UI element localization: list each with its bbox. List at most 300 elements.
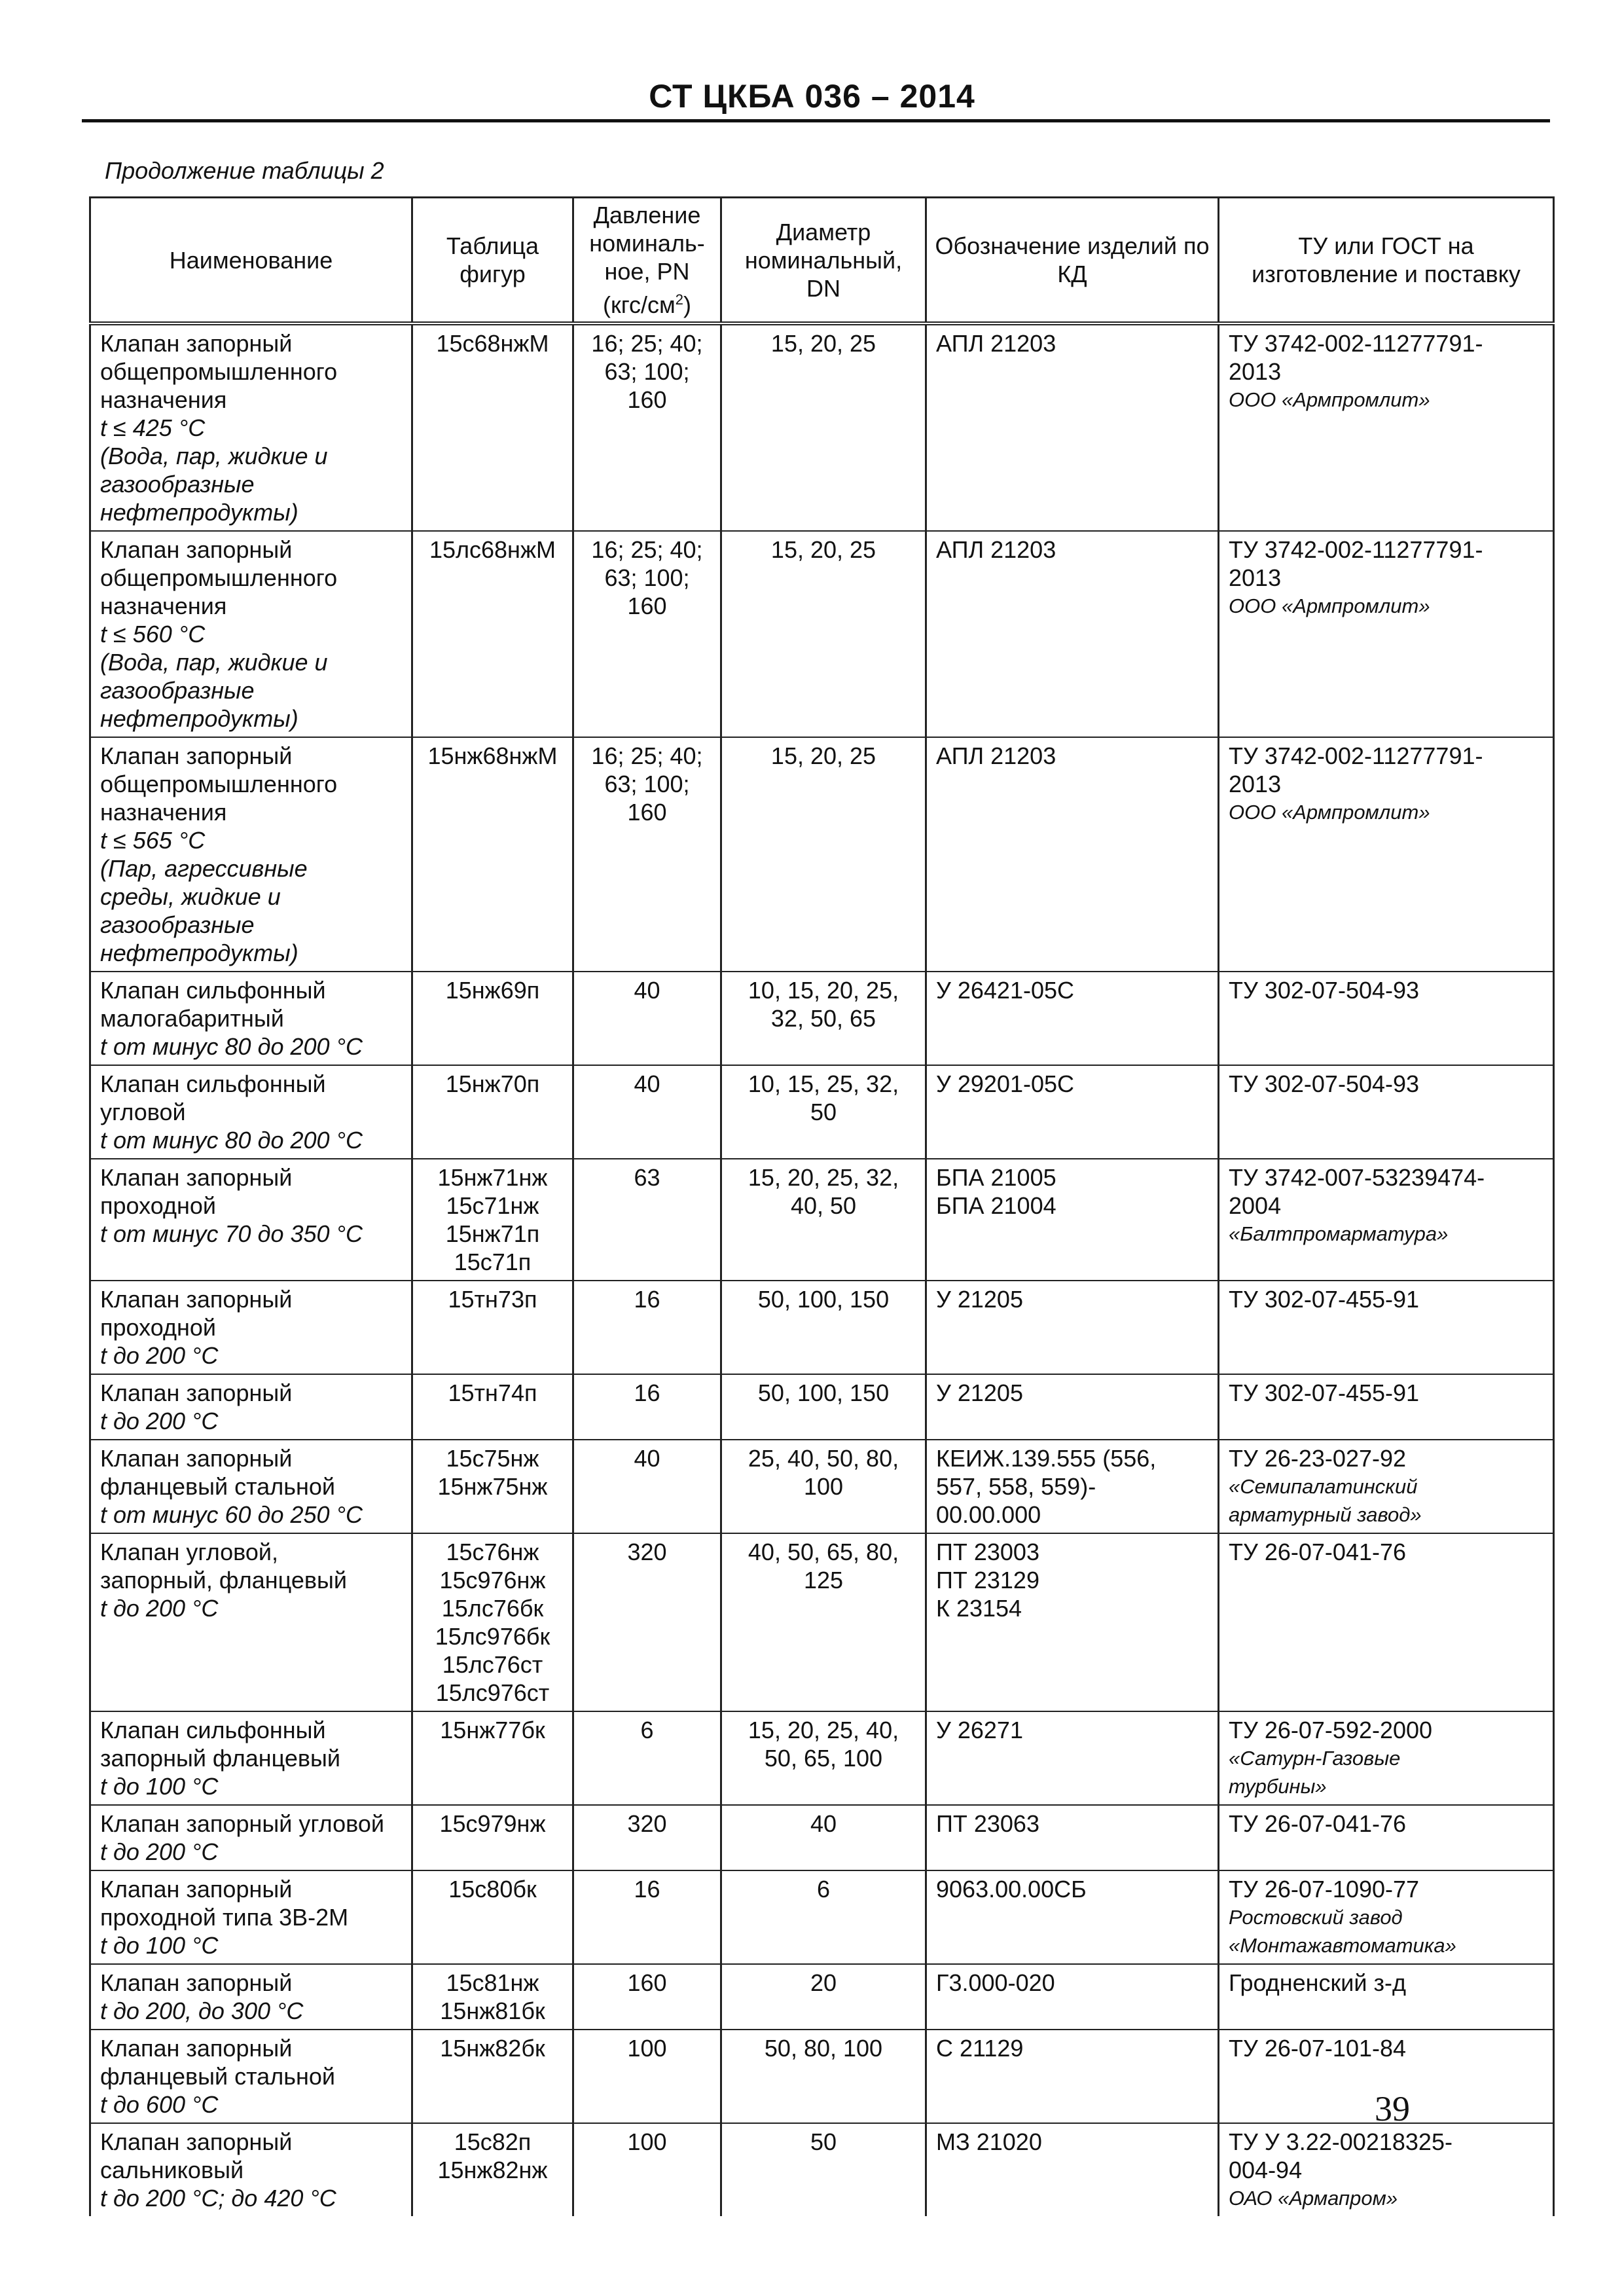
- manufacturer-name: ООО «Армпромлит»: [1229, 388, 1430, 411]
- dn-value: 125: [803, 1567, 844, 1594]
- dn-value: 15, 20, 25: [770, 330, 876, 357]
- table-row: [90, 737, 1554, 972]
- document-code-title: СТ ЦКБА 036 – 2014: [649, 78, 975, 115]
- cell-kd: [926, 1964, 1219, 2030]
- cell-dn: [721, 1374, 926, 1440]
- kd-designation: У 26271: [936, 1717, 1023, 1743]
- table-row: [90, 2123, 1554, 2216]
- tu-standard: ТУ 302-07-504-93: [1229, 1070, 1420, 1097]
- table-row: [90, 1440, 1554, 1533]
- valve-name-line: назначения: [100, 386, 227, 413]
- figure-code: 15с979нж: [439, 1810, 546, 1837]
- cell-dn: [721, 1281, 926, 1374]
- cell-figure: [412, 1805, 573, 1870]
- cell-pn: [573, 2123, 721, 2216]
- kd-designation: АПЛ 21203: [936, 536, 1056, 563]
- kd-designation: МЗ 21020: [936, 2128, 1042, 2155]
- valve-condition-line: газообразные: [100, 471, 255, 498]
- column-header-name: Наименование: [90, 198, 412, 324]
- cell-name: [90, 1711, 412, 1805]
- cell-kd: [926, 1440, 1219, 1533]
- kd-designation: БПА 21005: [936, 1164, 1056, 1191]
- figure-code: 15с80бк: [448, 1876, 537, 1903]
- table-row: [90, 1711, 1554, 1805]
- pn-value: 40: [634, 977, 660, 1004]
- cell-tu: [1219, 531, 1554, 737]
- kd-designation: Г3.000-020: [936, 1969, 1055, 1996]
- kd-designation: ПТ 23003: [936, 1539, 1039, 1565]
- valve-name-line: фланцевый стальной: [100, 2063, 335, 2090]
- tu-standard: ТУ 26-07-041-76: [1229, 1539, 1407, 1565]
- cell-tu: [1219, 1281, 1554, 1374]
- column-header-pn-line: Давление: [593, 202, 701, 228]
- cell-kd: [926, 1870, 1219, 1964]
- valve-name-line: общепромышленного: [100, 771, 338, 797]
- table-row: [90, 531, 1554, 737]
- cell-figure: [412, 1870, 573, 1964]
- cell-name: [90, 1440, 412, 1533]
- figure-code: 15нж82нж: [437, 2157, 548, 2183]
- cell-dn: [721, 972, 926, 1065]
- manufacturer-name: турбины»: [1229, 1775, 1327, 1798]
- dn-value: 40: [810, 1810, 837, 1837]
- dn-value: 15, 20, 25: [770, 536, 876, 563]
- figure-code: 15нж81бк: [440, 1997, 545, 2024]
- figure-code: 15с976нж: [439, 1567, 546, 1594]
- dn-value: 50, 65, 100: [764, 1745, 883, 1772]
- tu-standard: ТУ 302-07-504-93: [1229, 977, 1420, 1004]
- cell-kd: [926, 1281, 1219, 1374]
- cell-figure: [412, 1533, 573, 1711]
- tu-standard: ТУ 302-07-455-91: [1229, 1379, 1420, 1406]
- tu-standard: Гродненский з-д: [1229, 1969, 1406, 1996]
- cell-figure: [412, 323, 573, 531]
- dn-value: 15, 20, 25, 32,: [748, 1164, 899, 1191]
- valve-condition-line: t ≤ 560 °C: [100, 621, 206, 647]
- manufacturer-name: арматурный завод»: [1229, 1503, 1422, 1526]
- table-row: [90, 1281, 1554, 1374]
- dn-value: 50, 80, 100: [764, 2035, 883, 2062]
- dn-value: 50: [810, 1099, 837, 1125]
- page-number: 39: [1375, 2089, 1410, 2128]
- cell-pn: [573, 1964, 721, 2030]
- cell-name: [90, 1964, 412, 2030]
- cell-pn: [573, 737, 721, 972]
- valves-table: [89, 196, 1555, 2216]
- tu-standard: ТУ 26-07-101-84: [1229, 2035, 1407, 2062]
- cell-name: [90, 1281, 412, 1374]
- tu-standard: ТУ У 3.22-00218325-: [1229, 2128, 1453, 2155]
- kd-designation: КЕИЖ.139.555 (556,: [936, 1445, 1157, 1472]
- tu-standard: 2013: [1229, 771, 1282, 797]
- column-header-pn-unit-close: ): [683, 291, 692, 318]
- dn-value: 15, 20, 25: [770, 742, 876, 769]
- cell-tu: [1219, 1805, 1554, 1870]
- valve-name-line: запорный фланцевый: [100, 1745, 341, 1772]
- pn-value: 16; 25; 40;: [591, 742, 703, 769]
- pn-value: 100: [627, 2128, 667, 2155]
- cell-pn: [573, 1159, 721, 1281]
- valve-name-line: Клапан запорный: [100, 536, 293, 563]
- valve-name-line: Клапан запорный: [100, 1379, 293, 1406]
- valve-name-line: Клапан запорный: [100, 330, 293, 357]
- tu-standard: ТУ 3742-007-53239474-: [1229, 1164, 1485, 1191]
- figure-code: 15лс76бк: [441, 1595, 544, 1622]
- figure-code: 15с71нж: [446, 1192, 539, 1219]
- column-header-pn: [573, 198, 721, 324]
- valve-name-line: Клапан сильфонный: [100, 977, 326, 1004]
- cell-kd: [926, 972, 1219, 1065]
- pn-value: 6: [640, 1717, 654, 1743]
- cell-name: [90, 972, 412, 1065]
- valve-condition-line: t от минус 80 до 200 °C: [100, 1033, 363, 1060]
- valve-condition-line: нефтепродукты): [100, 499, 298, 526]
- cell-figure: [412, 2123, 573, 2216]
- kd-designation: У 26421-05С: [936, 977, 1075, 1004]
- kd-designation: У 21205: [936, 1379, 1023, 1406]
- cell-name: [90, 1159, 412, 1281]
- dn-value: 25, 40, 50, 80,: [748, 1445, 899, 1472]
- cell-name: [90, 1065, 412, 1159]
- valve-name-line: малогабаритный: [100, 1005, 284, 1032]
- cell-pn: [573, 1065, 721, 1159]
- kd-designation: 00.00.000: [936, 1501, 1041, 1528]
- valve-condition-line: t до 200 °C; до 420 °C: [100, 2185, 336, 2212]
- kd-designation: АПЛ 21203: [936, 330, 1056, 357]
- dn-value: 20: [810, 1969, 837, 1996]
- table-row: [90, 1964, 1554, 2030]
- cell-kd: [926, 2123, 1219, 2216]
- valve-name-line: сальниковый: [100, 2157, 244, 2183]
- tu-standard: ТУ 26-07-041-76: [1229, 1810, 1407, 1837]
- valve-name-line: проходной типа 3В-2М: [100, 1904, 349, 1931]
- kd-designation: У 29201-05С: [936, 1070, 1075, 1097]
- cell-kd: [926, 1533, 1219, 1711]
- cell-pn: [573, 1281, 721, 1374]
- cell-pn: [573, 323, 721, 531]
- cell-pn: [573, 972, 721, 1065]
- valve-name-line: Клапан запорный: [100, 1445, 293, 1472]
- cell-figure: [412, 737, 573, 972]
- cell-tu: [1219, 1964, 1554, 2030]
- cell-pn: [573, 1374, 721, 1440]
- cell-kd: [926, 1065, 1219, 1159]
- valve-condition-line: газообразные: [100, 677, 255, 704]
- figure-code: 15с82п: [454, 2128, 532, 2155]
- cell-dn: [721, 1065, 926, 1159]
- valve-name-line: Клапан запорный: [100, 1164, 293, 1191]
- cell-name: [90, 2123, 412, 2216]
- valve-condition-line: t от минус 70 до 350 °C: [100, 1220, 363, 1247]
- valve-name-line: Клапан сильфонный: [100, 1717, 326, 1743]
- valve-condition-line: среды, жидкие и: [100, 883, 281, 910]
- cell-kd: [926, 1159, 1219, 1281]
- figure-code: 15с81нж: [446, 1969, 539, 1996]
- manufacturer-name: «Сатурн-Газовые: [1229, 1747, 1401, 1770]
- dn-value: 10, 15, 25, 32,: [748, 1070, 899, 1097]
- cell-dn: [721, 1805, 926, 1870]
- tu-standard: ТУ 302-07-455-91: [1229, 1286, 1420, 1313]
- kd-designation: С 21129: [936, 2035, 1024, 2062]
- cell-figure: [412, 1964, 573, 2030]
- cell-name: [90, 531, 412, 737]
- pn-value: 160: [627, 592, 667, 619]
- cell-kd: [926, 531, 1219, 737]
- tu-standard: ТУ 3742-002-11277791-: [1229, 536, 1483, 563]
- cell-figure: [412, 1374, 573, 1440]
- valve-name-line: проходной: [100, 1192, 216, 1219]
- figure-code: 15с68нжМ: [436, 330, 549, 357]
- valve-condition-line: (Вода, пар, жидкие и: [100, 443, 328, 469]
- table-row: [90, 1374, 1554, 1440]
- cell-tu: [1219, 1870, 1554, 1964]
- cell-tu: [1219, 1374, 1554, 1440]
- valve-name-line: Клапан сильфонный: [100, 1070, 326, 1097]
- figure-code: 15лс976ст: [435, 1679, 550, 1706]
- tu-standard: 2013: [1229, 358, 1282, 385]
- valve-condition-line: t до 200 °C: [100, 1838, 219, 1865]
- cell-pn: [573, 1805, 721, 1870]
- cell-dn: [721, 1964, 926, 2030]
- cell-figure: [412, 531, 573, 737]
- cell-dn: [721, 2030, 926, 2123]
- valve-name-line: угловой: [100, 1099, 186, 1125]
- cell-kd: [926, 1805, 1219, 1870]
- kd-designation: ПТ 23129: [936, 1567, 1039, 1594]
- tu-standard: 2013: [1229, 564, 1282, 591]
- manufacturer-name: «Семипалатинский: [1229, 1475, 1418, 1498]
- pn-value: 160: [627, 386, 667, 413]
- valve-name-line: Клапан запорный: [100, 742, 293, 769]
- pn-value: 63; 100;: [604, 564, 690, 591]
- tu-standard: ТУ 26-23-027-92: [1229, 1445, 1407, 1472]
- kd-designation: К 23154: [936, 1595, 1022, 1622]
- cell-dn: [721, 1870, 926, 1964]
- table-row: [90, 1533, 1554, 1711]
- valve-name-line: Клапан запорный: [100, 2128, 293, 2155]
- pn-value: 16: [634, 1876, 660, 1903]
- cell-figure: [412, 1711, 573, 1805]
- cell-figure: [412, 1159, 573, 1281]
- dn-value: 10, 15, 20, 25,: [748, 977, 899, 1004]
- valve-name-line: Клапан запорный: [100, 2035, 293, 2062]
- valve-condition-line: t от минус 80 до 200 °C: [100, 1127, 363, 1154]
- cell-kd: [926, 1374, 1219, 1440]
- cell-dn: [721, 1711, 926, 1805]
- table-row: [90, 1805, 1554, 1870]
- pn-value: 63: [634, 1164, 660, 1191]
- valve-name-line: Клапан запорный: [100, 1286, 293, 1313]
- column-header-pn-unit: [581, 285, 713, 319]
- pn-value: 40: [634, 1445, 660, 1472]
- valve-name-line: Клапан запорный: [100, 1876, 293, 1903]
- valve-name-line: фланцевый стальной: [100, 1473, 335, 1500]
- column-header-pn-line: ное, PN: [604, 258, 690, 285]
- cell-pn: [573, 1870, 721, 1964]
- cell-tu: [1219, 1065, 1554, 1159]
- valve-condition-line: t до 100 °C: [100, 1773, 219, 1800]
- cell-tu: [1219, 737, 1554, 972]
- manufacturer-name: «Монтажавтоматика»: [1229, 1934, 1456, 1957]
- tu-standard: ТУ 26-07-592-2000: [1229, 1717, 1433, 1743]
- valve-condition-line: t от минус 60 до 250 °C: [100, 1501, 363, 1528]
- valve-name-line: Клапан запорный угловой: [100, 1810, 384, 1837]
- valve-name-line: Клапан угловой,: [100, 1539, 279, 1565]
- valve-name-line: запорный, фланцевый: [100, 1567, 348, 1594]
- pn-value: 63; 100;: [604, 358, 690, 385]
- figure-code: 15нж68нжМ: [427, 742, 558, 769]
- manufacturer-name: Ростовский завод: [1229, 1906, 1403, 1929]
- cell-dn: [721, 2123, 926, 2216]
- cell-pn: [573, 1533, 721, 1711]
- figure-code: 15лс76ст: [442, 1651, 543, 1678]
- tu-standard: ТУ 3742-002-11277791-: [1229, 742, 1483, 769]
- dn-value: 32, 50, 65: [770, 1005, 876, 1032]
- kd-designation: 9063.00.00СБ: [936, 1876, 1087, 1903]
- cell-name: [90, 1870, 412, 1964]
- cell-kd: [926, 737, 1219, 972]
- figure-code: 15нж70п: [445, 1070, 540, 1097]
- cell-tu: [1219, 323, 1554, 531]
- cell-name: [90, 323, 412, 531]
- cell-name: [90, 1533, 412, 1711]
- pn-value: 320: [627, 1539, 667, 1565]
- table-row: [90, 323, 1554, 531]
- cell-tu: [1219, 2123, 1554, 2216]
- figure-code: 15лс976бк: [435, 1623, 550, 1650]
- cell-tu: [1219, 1533, 1554, 1711]
- figure-code: 15нж75нж: [437, 1473, 548, 1500]
- cell-figure: [412, 2030, 573, 2123]
- dn-value: 100: [803, 1473, 844, 1500]
- cell-pn: [573, 1440, 721, 1533]
- cell-dn: [721, 1533, 926, 1711]
- table-row: [90, 1159, 1554, 1281]
- table-row: [90, 972, 1554, 1065]
- kd-designation: АПЛ 21203: [936, 742, 1056, 769]
- cell-figure: [412, 1440, 573, 1533]
- valve-condition-line: t ≤ 565 °C: [100, 827, 206, 854]
- table-body: [90, 323, 1554, 2216]
- pn-value: 160: [627, 1969, 667, 1996]
- valve-name-line: общепромышленного: [100, 358, 338, 385]
- table-header: [90, 198, 1554, 324]
- valve-condition-line: нефтепродукты): [100, 939, 298, 966]
- pn-value: 63; 100;: [604, 771, 690, 797]
- valve-condition-line: t ≤ 425 °C: [100, 414, 206, 441]
- figure-code: 15нж71нж: [437, 1164, 548, 1191]
- tu-standard: ТУ 3742-002-11277791-: [1229, 330, 1483, 357]
- figure-code: 15тн74п: [448, 1379, 537, 1406]
- valve-name-line: общепромышленного: [100, 564, 338, 591]
- cell-tu: [1219, 972, 1554, 1065]
- cell-pn: [573, 1711, 721, 1805]
- pn-value: 16; 25; 40;: [591, 536, 703, 563]
- cell-tu: [1219, 1440, 1554, 1533]
- cell-figure: [412, 1065, 573, 1159]
- cell-name: [90, 2030, 412, 2123]
- cell-name: [90, 737, 412, 972]
- valve-name-line: проходной: [100, 1314, 216, 1341]
- pn-value: 320: [627, 1810, 667, 1837]
- dn-value: 50, 100, 150: [757, 1286, 890, 1313]
- dn-value: 15, 20, 25, 40,: [748, 1717, 899, 1743]
- manufacturer-name: ОАО «Армапром»: [1229, 2187, 1398, 2210]
- kd-designation: ПТ 23063: [936, 1810, 1039, 1837]
- dn-value: 50: [810, 2128, 837, 2155]
- tu-standard: 2004: [1229, 1192, 1282, 1219]
- figure-code: 15нж82бк: [440, 2035, 545, 2062]
- pn-value: 160: [627, 799, 667, 826]
- column-header-tu: ТУ или ГОСТ на изготовление и поставку: [1219, 198, 1554, 324]
- valve-condition-line: t до 200 °C: [100, 1595, 219, 1622]
- table-caption: Продолжение таблицы 2: [105, 157, 384, 184]
- valve-condition-line: t до 200, до 300 °C: [100, 1997, 304, 2024]
- cell-pn: [573, 531, 721, 737]
- figure-code: 15нж69п: [445, 977, 540, 1004]
- dn-value: 6: [816, 1876, 831, 1903]
- cell-dn: [721, 531, 926, 737]
- kd-designation: БПА 21004: [936, 1192, 1056, 1219]
- manufacturer-name: ООО «Армпромлит»: [1229, 801, 1430, 824]
- cell-figure: [412, 972, 573, 1065]
- pn-value: 16; 25; 40;: [591, 330, 703, 357]
- valve-condition-line: нефтепродукты): [100, 705, 298, 732]
- figure-code: 15с76нж: [446, 1539, 539, 1565]
- cell-kd: [926, 1711, 1219, 1805]
- valve-name-line: Клапан запорный: [100, 1969, 293, 1996]
- kd-designation: 557, 558, 559)-: [936, 1473, 1096, 1500]
- cell-dn: [721, 323, 926, 531]
- kd-designation: У 21205: [936, 1286, 1023, 1313]
- table-row: [90, 1065, 1554, 1159]
- tu-standard: ТУ 26-07-1090-77: [1229, 1876, 1420, 1903]
- valve-condition-line: t до 200 °C: [100, 1408, 219, 1434]
- figure-code: 15с75нж: [446, 1445, 539, 1472]
- dn-value: 40, 50: [790, 1192, 857, 1219]
- cell-dn: [721, 1440, 926, 1533]
- column-header-kd: Обозначение изделий по КД: [926, 198, 1219, 324]
- dn-value: 40, 50, 65, 80,: [748, 1539, 899, 1565]
- valve-condition-line: t до 200 °C: [100, 1342, 219, 1369]
- cell-dn: [721, 1159, 926, 1281]
- cell-pn: [573, 2030, 721, 2123]
- cell-name: [90, 1805, 412, 1870]
- valve-name-line: назначения: [100, 592, 227, 619]
- cell-tu: [1219, 1159, 1554, 1281]
- table-row: [90, 1870, 1554, 1964]
- header-rule: [82, 119, 1550, 122]
- cell-kd: [926, 323, 1219, 531]
- manufacturer-name: «Балтпромарматура»: [1229, 1222, 1449, 1245]
- pn-value: 100: [627, 2035, 667, 2062]
- header-row: [90, 198, 1554, 324]
- table-row: [90, 2030, 1554, 2123]
- manufacturer-name: ООО «Армпромлит»: [1229, 594, 1430, 617]
- cell-kd: [926, 2030, 1219, 2123]
- valve-condition-line: t до 100 °C: [100, 1932, 219, 1959]
- column-header-pn-unit-sup: 2: [675, 291, 684, 308]
- valve-condition-line: t до 600 °C: [100, 2091, 219, 2118]
- valve-condition-line: (Пар, агрессивные: [100, 855, 308, 882]
- column-header-figure: Таблица фигур: [412, 198, 573, 324]
- cell-dn: [721, 737, 926, 972]
- valve-condition-line: (Вода, пар, жидкие и: [100, 649, 328, 676]
- pn-value: 16: [634, 1286, 660, 1313]
- tu-standard: 004-94: [1229, 2157, 1303, 2183]
- figure-code: 15нж71п: [445, 1220, 540, 1247]
- figure-code: 15лс68нжМ: [429, 536, 556, 563]
